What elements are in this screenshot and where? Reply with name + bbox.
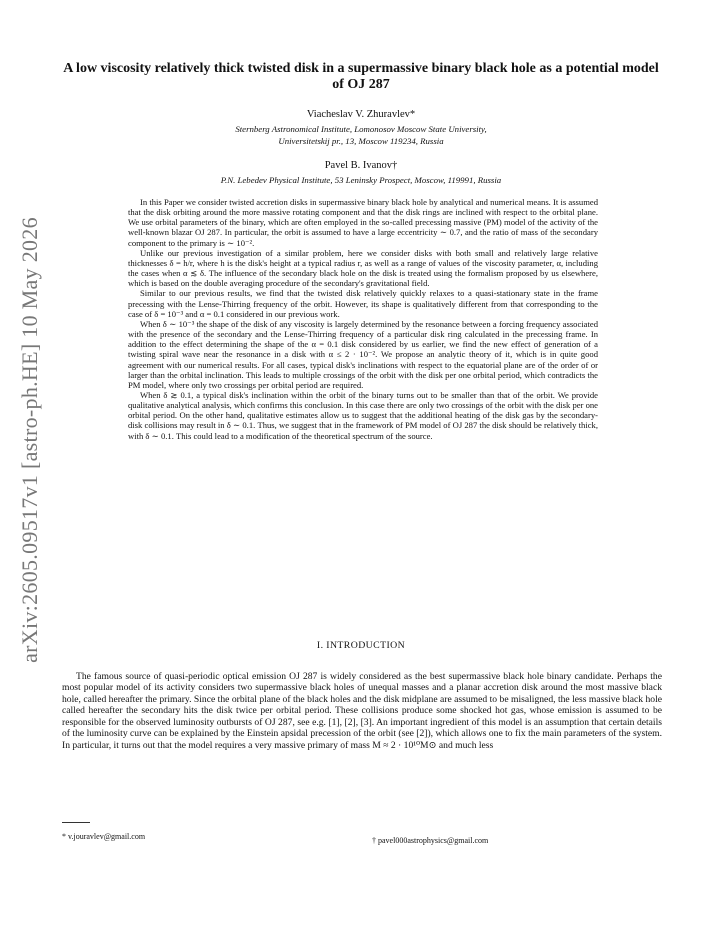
section-title: INTRODUCTION [326, 640, 406, 651]
author-name: Viacheslav V. Zhuravlev* [306, 109, 416, 120]
author-name: Pavel B. Ivanov† [324, 160, 398, 171]
author-affiliation-line: P.N. Lebedev Physical Institute, 53 Leninsky Prospect, Moscow, 119991, Russia [220, 175, 502, 185]
section-heading [62, 640, 660, 651]
author-affiliation-line: Universitetskij pr., 13, Moscow 119234, Russia [278, 136, 444, 146]
footnote-rule [62, 822, 90, 823]
section-number: I. [316, 640, 324, 651]
arxiv-identifier-text: arXiv:2605.09517v1 [astro-ph.HE] 10 May 2026 [17, 217, 42, 663]
paper-title: A low viscosity relatively thick twisted disk in a supermassive binary black hole as a potential model of OJ 287 [63, 61, 659, 92]
introduction-body [62, 671, 662, 751]
abstract-paragraph: Similar to our previous results, we find that the twisted disk relatively quickly relaxes to a quasi-stationary state in the frame precessing with the Lense-Thirring frequency of the orbit. However, its shape is qualitatively different from that corresponding to the case of δ = 10⁻³ and α = 0.1 considered in our previous work. [128, 288, 598, 319]
footnote-email-2: † pavel000astrophysics@gmail.com [372, 836, 489, 845]
footnote-email-1: * v.jouravlev@gmail.com [62, 832, 146, 841]
abstract-paragraph: In this Paper we consider twisted accretion disks in supermassive binary black hole by analytical and numerical means. It is assumed that the disk orbiting around the more massive rotating component and that the disk rings are inclined with respect to the orbital plane. We use orbital parameters of the binary, which are often employed in the so-called precessing massive (PM) model of the activity of the well-known blazar OJ 287. In particular, the orbit is assumed to have a large eccentricity ∼ 0.7, and the ratio of mass of the secondary component to the primary is ∼ 10⁻². [128, 197, 598, 248]
author-block-2 [62, 159, 660, 186]
abstract-paragraph: When δ ≳ 0.1, a typical disk's inclination within the orbit of the binary turns out to be smaller than that of the orbit. We provide qualitative analytical analysis, which confirms this conclusion. In this case there are only two crossings of the orbit with the disk per one orbital period. On the other hand, qualitative estimates allow us to suggest that the additional heating of the disk gas by the secondary-disk collisions may result in δ ∼ 0.1. Thus, we suggest that in the framework of PM model of OJ 287 the disk should be relatively thick, with δ ∼ 0.1. This could lead to a modification of the theoretical spectrum of the source. [128, 389, 598, 441]
abstract [128, 197, 598, 441]
body-paragraph: The famous source of quasi-periodic optical emission OJ 287 is widely considered as the best supermassive black hole binary candidate. Perhaps the most popular model of its activity considers two supermassive black holes of unequal masses and a planar accretion disk around the most massive black hole, called hereafter the primary. Since the orbital plane of the black holes and the disk midplane are assumed to be misaligned, the less massive black hole called hereafter the secondary hits the disk twice per orbital period. These collisions produce some shocked hot gas, whose emission is assumed to be responsible for the observed luminosity outbursts of OJ 287, see e.g. [1], [2], [3]. An important ingredient of this model is an assumption that certain details of the luminosity curve can be explained by the Einstein apsidal precession of the orbit (see [2]), which allows one to fix the main parameters of the system. In particular, it turns out that the model requires a very massive primary of mass M ≈ 2 · 10¹⁰M⊙ and much less [62, 671, 662, 751]
abstract-paragraph: Unlike our previous investigation of a similar problem, here we consider disks with both small and relatively large relative thicknesses δ = h/r, where h is the disk's height at a typical radius r, as well as a range of values of the viscosity parameter, α, including the cases when α ≲ δ. The influence of the secondary black hole on the disk is treated using the formalism proposed by us elsewhere, which is based on the double averaging procedure of the secondary's gravitational field. [128, 247, 598, 289]
author-block-1 [62, 108, 660, 147]
arxiv-identifier [12, 217, 48, 663]
author-affiliation-line: Sternberg Astronomical Institute, Lomonosov Moscow State University, [235, 124, 487, 134]
abstract-paragraph: When δ ∼ 10⁻³ the shape of the disk of any viscosity is largely determined by the resonance between a forcing frequency associated with the presence of the secondary and the Lense-Thirring frequency of a particular disk ring calculated in the precessing frame. In addition to the effect determining the shape of the α = 0.1 disk considered by us earlier, we find the new effect of generation of a twisting spiral wave near the resonance in a disk with α ≤ 2 · 10⁻². We propose an analytic theory of it, which is in quite good agreement with our numerical results. For all cases, typical disk's inclinations with respect to the equatorial plane are of the order of or larger than the orbital inclination. This leads to multiple crossings of the orbit with the disk per one orbital period, which contradicts the PM model, where only two crossings per orbital period are required. [128, 318, 598, 390]
